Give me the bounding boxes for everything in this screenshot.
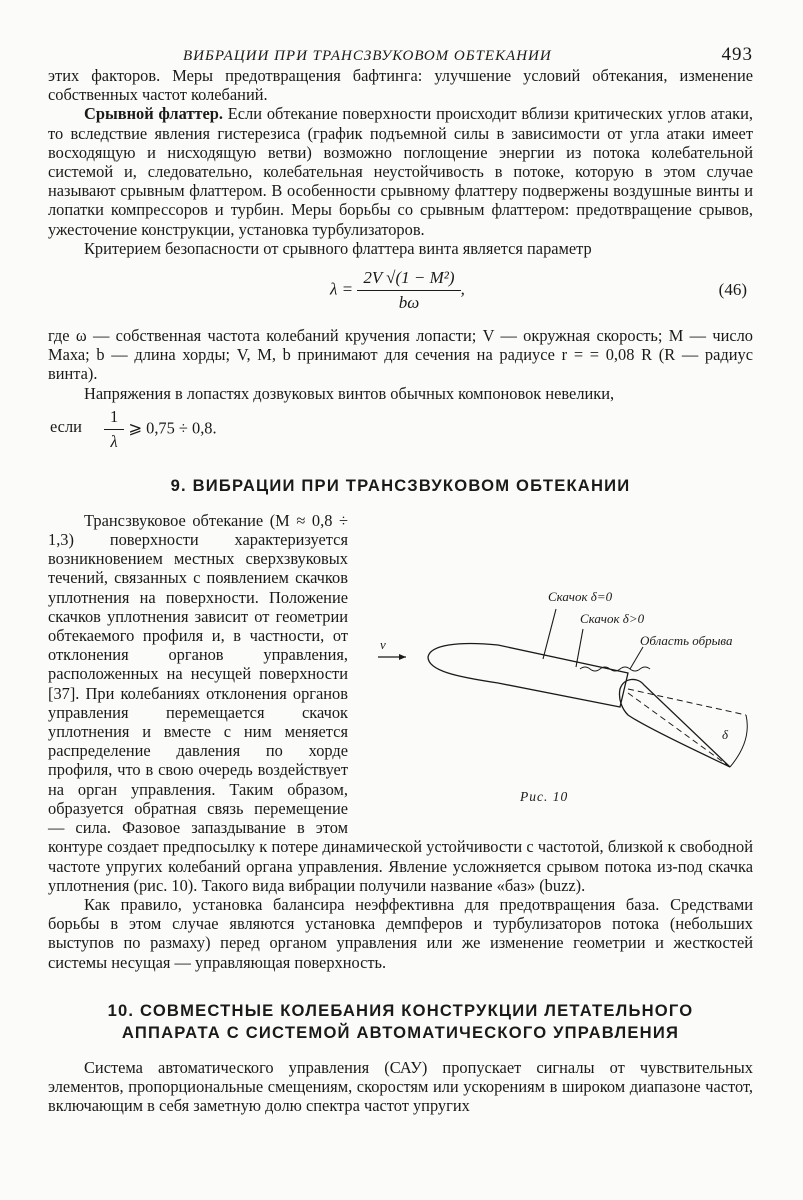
section-9-body <box>48 511 753 972</box>
running-head-title: ВИБРАЦИИ ПРИ ТРАНСЗВУКОВОМ ОБТЕКАНИИ <box>183 48 552 64</box>
section-9-paragraph-1: Трансзвуковое обтекание (M ≈ 0,8 ÷ 1,3) поверхности характеризуется возникновением местных сверхзвуковых течений, связанных с появлением скачков уплотнения на поверхности. Положение скачков уплотнения зависит от геометрии обтекаемого профиля и, в частности, от отклонения органов управления, расположенных на несущей поверхности [37]. При колебаниях отклонения органов управления перемещается скачок уплотнения и вместе с ним меняется распределение давления по хорде профиля, что в свою очередь воздействует на орган управления. Таким образом, образуется обратная связь перемещение — сила. Фазовое запаздывание в этом контуре создает предпосылку к потере динамической устойчивости с частотой, близкой к свободной частоте упругих колебаний органа управления. Явление усложняется срывом потока из-под скачка уплотнения (рис. 10). Такого вида вибрации получили название «баз» (buzz). <box>48 510 753 895</box>
formula-trail: , <box>460 279 465 299</box>
page <box>48 38 753 1115</box>
formula-lhs: λ = <box>330 279 354 299</box>
flow-arrow-head <box>399 654 406 660</box>
section-10-heading-line-1: 10. СОВМЕСТНЫЕ КОЛЕБАНИЯ КОНСТРУКЦИИ ЛЕТАТЕЛЬНОГО <box>107 1000 694 1020</box>
inequality <box>48 405 753 451</box>
runin-heading: Срывной флаттер. <box>84 104 223 124</box>
section-10-heading <box>48 1000 753 1044</box>
inequality-expr <box>104 407 217 452</box>
paragraph-buffeting-end: этих факторов. Меры предотвращения бафтинга: улучшение условий обтекания, изменение собственных частот колебаний. <box>48 66 753 105</box>
shock-zero-leader <box>543 609 556 659</box>
formula-fraction <box>357 268 460 313</box>
separation-leader <box>630 647 643 669</box>
figure-10-caption: Рис. 10 <box>520 788 569 804</box>
section-9-paragraph-2: Как правило, установка балансира неэффективна для предотвращения база. Средствами борьбы в этом случае являются установка демпферов и турбулизаторов потока (небольших выступов по размаху) перед органом управления или же изменение геометрии и жесткостей системы несущая — управляющая поверхность. <box>48 894 753 972</box>
inequality-numerator: 1 <box>104 407 124 430</box>
page-number: 493 <box>721 44 753 65</box>
shock-positive-leader <box>576 629 583 667</box>
figure-10 <box>358 589 753 837</box>
label-velocity: v <box>380 636 386 652</box>
paragraph-stall-flutter-text: Если обтекание поверхности происходит вблизи критических углов атаки, то вследствие явления гистерезиса (график подъемной силы в зависимости от угла атаки имеет восходящую и нисходящую ветви) возможно поглощение энергии из потока колебательной системой и, следовательно, колебательная неустойчивость в потоке, которую в этом случае называют срывным флаттером. В особенности срывному флаттеру подвержены воздушные винты и лопатки компрессоров и турбин. Меры борьбы со срывным флаттером: предотвращение срывов, ужесточение конструкции, установка турбулизаторов. <box>48 104 753 239</box>
formula-denominator: bω <box>398 293 420 313</box>
paragraph-where: где ω — собственная частота колебаний кручения лопасти; V — окружная скорость; M — число Маха; b — длина хорды; V, M, b принимают для сечения на радиусе r = = 0,08 R (R — радиус винта). <box>48 326 753 384</box>
airfoil-profile <box>428 643 628 707</box>
equation-number: (46) <box>718 280 747 300</box>
inequality-fraction <box>104 407 124 452</box>
inequality-rest: ⩾ 0,75 ÷ 0,8. <box>128 418 217 438</box>
formula-numerator: 2V √(1 − M²) <box>357 268 460 291</box>
section-10-paragraph-1: Система автоматического управления (САУ) пропускает сигналы от чувствительных элементов, пропорциональные смещениям, скоростям или ускорениям в широком диапазоне частот, включающим в себя заметную долю спектра частот упругих <box>48 1057 753 1116</box>
inequality-denominator: λ <box>110 431 118 451</box>
formula-46 <box>48 264 753 322</box>
formula-46-body <box>330 268 465 313</box>
inequality-lead: если <box>50 416 82 436</box>
label-shock-positive: Скачок δ>0 <box>580 610 645 626</box>
paragraph-stall-flutter <box>48 104 753 238</box>
paragraph-criterion: Критерием безопасности от срывного флаттера винта является параметр <box>84 238 592 258</box>
delta-arc <box>730 715 747 767</box>
label-separation-region: Область обрыва <box>640 632 733 648</box>
paragraph-stresses: Напряжения в лопастях дозвуковых винтов обычных компоновок невелики, <box>84 383 615 403</box>
running-head <box>48 38 753 66</box>
control-surface <box>619 679 730 767</box>
deflected-chord <box>628 693 730 767</box>
section-9-heading: 9. ВИБРАЦИИ ПРИ ТРАНСЗВУКОВОМ ОБТЕКАНИИ <box>170 475 631 495</box>
neutral-chord <box>628 689 746 715</box>
label-delta: δ <box>722 726 729 742</box>
section-10-heading-line-2: АППАРАТА С СИСТЕМОЙ АВТОМАТИЧЕСКОГО УПРАВЛЕНИЯ <box>121 1022 680 1042</box>
label-shock-zero: Скачок δ=0 <box>548 588 613 604</box>
